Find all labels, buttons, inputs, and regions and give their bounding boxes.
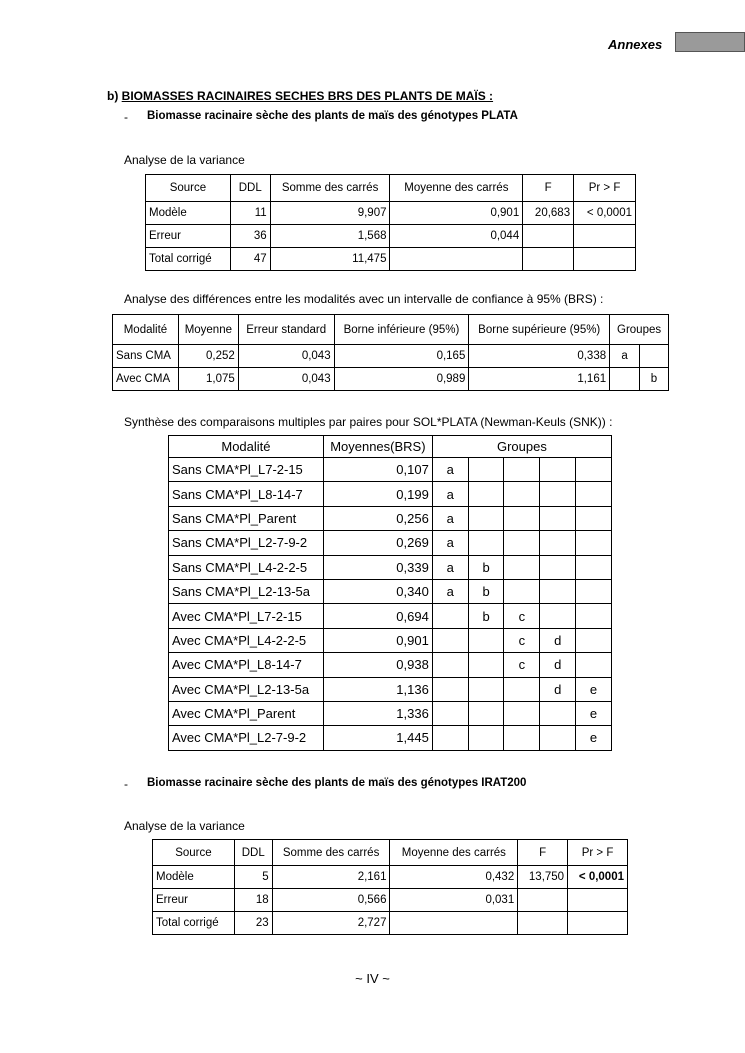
group-cell <box>432 628 468 652</box>
col-header: Groupes <box>610 315 669 345</box>
cell: Sans CMA*Pl_L8-14-7 <box>169 482 324 506</box>
snk-caption: Synthèse des comparaisons multiples par paires pour SOL*PLATA (Newman-Keuls (SNK)) : <box>124 415 613 429</box>
cell <box>390 912 518 935</box>
cell: Sans CMA*Pl_Parent <box>169 506 324 530</box>
cell: 1,075 <box>178 368 238 391</box>
group-cell <box>576 458 612 482</box>
col-header: Somme des carrés <box>270 175 390 202</box>
cell: 0,694 <box>323 604 432 628</box>
cell: Erreur <box>146 225 231 248</box>
group-cell: e <box>576 701 612 725</box>
table-row <box>146 202 636 225</box>
cell: 0,432 <box>390 866 518 889</box>
cell: 0,340 <box>323 579 432 603</box>
subsection-title-irat: Biomasse racinaire sèche des plants de maïs des génotypes IRAT200 <box>147 777 527 789</box>
cell: 0,256 <box>323 506 432 530</box>
group-cell <box>504 677 540 701</box>
table-row <box>169 506 612 530</box>
cell: 0,044 <box>390 225 523 248</box>
diff-table-plata <box>112 314 669 391</box>
group-cell <box>432 677 468 701</box>
group-cell <box>468 506 504 530</box>
page-number: ~ IV ~ <box>355 971 390 986</box>
table-row <box>169 726 612 750</box>
group-cell <box>432 726 468 750</box>
cell: 36 <box>230 225 270 248</box>
cell <box>518 912 568 935</box>
cell: 0,252 <box>178 345 238 368</box>
cell: Sans CMA*Pl_L2-7-9-2 <box>169 531 324 555</box>
group-cell: d <box>540 628 576 652</box>
group-cell: a <box>432 458 468 482</box>
group-cell <box>540 604 576 628</box>
group-cell <box>504 579 540 603</box>
table-row <box>169 628 612 652</box>
table-header-row <box>146 175 636 202</box>
col-header: Pr > F <box>574 175 636 202</box>
table-header-row <box>169 436 612 458</box>
cell: Erreur <box>153 889 235 912</box>
group-cell <box>468 677 504 701</box>
group-cell: e <box>576 726 612 750</box>
group-cell: c <box>504 628 540 652</box>
group-cell <box>576 604 612 628</box>
cell <box>518 889 568 912</box>
cell: 0,031 <box>390 889 518 912</box>
group-cell <box>504 701 540 725</box>
section-heading: BIOMASSES RACINAIRES SECHES BRS DES PLANTS DE MAÏS : <box>121 89 494 103</box>
cell: Avec CMA*Pl_Parent <box>169 701 324 725</box>
col-header: Moyenne <box>178 315 238 345</box>
cell: < 0,0001 <box>574 202 636 225</box>
cell <box>390 248 523 271</box>
table-row <box>169 604 612 628</box>
cell: Modèle <box>153 866 235 889</box>
cell: 1,136 <box>323 677 432 701</box>
group-cell <box>540 726 576 750</box>
col-header: Somme des carrés <box>272 840 390 866</box>
cell: 11,475 <box>270 248 390 271</box>
group-cell: a <box>432 482 468 506</box>
col-header: Borne supérieure (95%) <box>469 315 610 345</box>
group-cell: a <box>432 579 468 603</box>
section-title <box>107 89 493 103</box>
group-cell <box>504 555 540 579</box>
group-cell <box>468 531 504 555</box>
cell: Total corrigé <box>153 912 235 935</box>
group-cell: e <box>576 677 612 701</box>
group-cell <box>576 482 612 506</box>
group-cell <box>468 628 504 652</box>
cell <box>574 248 636 271</box>
col-header: Pr > F <box>568 840 628 866</box>
group-cell <box>504 726 540 750</box>
cell <box>574 225 636 248</box>
table-header-row <box>153 840 628 866</box>
cell: 1,161 <box>469 368 610 391</box>
group-cell <box>576 555 612 579</box>
cell: 0,901 <box>390 202 523 225</box>
group-cell: a <box>610 345 640 368</box>
group-cell: d <box>540 653 576 677</box>
cell: Avec CMA*Pl_L8-14-7 <box>169 653 324 677</box>
cell: Sans CMA*Pl_L2-13-5a <box>169 579 324 603</box>
group-cell: b <box>468 555 504 579</box>
group-cell: b <box>468 604 504 628</box>
col-header: Erreur standard <box>238 315 334 345</box>
table-row <box>153 912 628 935</box>
group-cell: a <box>432 555 468 579</box>
cell: Avec CMA <box>113 368 179 391</box>
table-row <box>169 677 612 701</box>
anova-table-plata <box>145 174 636 271</box>
cell: Total corrigé <box>146 248 231 271</box>
snk-table-plata <box>168 435 612 751</box>
group-cell: b <box>468 579 504 603</box>
table-row <box>113 368 669 391</box>
cell: 0,043 <box>238 368 334 391</box>
cell: Modèle <box>146 202 231 225</box>
bullet-dash: - <box>124 777 128 791</box>
cell: 0,107 <box>323 458 432 482</box>
group-cell <box>504 506 540 530</box>
anova-caption: Analyse de la variance <box>124 819 245 833</box>
cell: 0,938 <box>323 653 432 677</box>
group-cell <box>468 701 504 725</box>
group-cell <box>432 604 468 628</box>
col-header: Moyenne des carrés <box>390 840 518 866</box>
anova-caption: Analyse de la variance <box>124 153 245 167</box>
cell: 18 <box>234 889 272 912</box>
group-cell: b <box>640 368 669 391</box>
cell: 0,566 <box>272 889 390 912</box>
cell: Avec CMA*Pl_L2-13-5a <box>169 677 324 701</box>
group-cell <box>576 531 612 555</box>
group-cell <box>576 506 612 530</box>
table-row <box>146 225 636 248</box>
table-row <box>169 458 612 482</box>
table-row <box>153 889 628 912</box>
table-row <box>169 701 612 725</box>
group-cell <box>504 531 540 555</box>
running-header: Annexes <box>608 37 663 52</box>
cell: 2,161 <box>272 866 390 889</box>
cell: 0,901 <box>323 628 432 652</box>
cell <box>523 248 574 271</box>
group-cell <box>576 579 612 603</box>
cell: 2,727 <box>272 912 390 935</box>
cell: 0,989 <box>334 368 469 391</box>
group-cell: d <box>540 677 576 701</box>
group-cell <box>576 653 612 677</box>
group-cell <box>540 506 576 530</box>
table-row <box>169 579 612 603</box>
table-row <box>146 248 636 271</box>
table-row <box>113 345 669 368</box>
cell: 0,339 <box>323 555 432 579</box>
col-header: Groupes <box>432 436 611 458</box>
col-header: Moyennes(BRS) <box>323 436 432 458</box>
cell <box>523 225 574 248</box>
table-row <box>169 555 612 579</box>
cell: 1,336 <box>323 701 432 725</box>
group-cell <box>540 458 576 482</box>
cell: 1,445 <box>323 726 432 750</box>
group-cell <box>540 531 576 555</box>
group-cell <box>432 701 468 725</box>
table-row <box>169 653 612 677</box>
group-cell <box>432 653 468 677</box>
cell: 13,750 <box>518 866 568 889</box>
cell: 11 <box>230 202 270 225</box>
group-cell <box>540 701 576 725</box>
col-header: F <box>523 175 574 202</box>
cell: Sans CMA*Pl_L7-2-15 <box>169 458 324 482</box>
group-cell: a <box>432 531 468 555</box>
group-cell <box>468 726 504 750</box>
group-cell <box>468 653 504 677</box>
group-cell: c <box>504 653 540 677</box>
cell: 1,568 <box>270 225 390 248</box>
cell: Avec CMA*Pl_L7-2-15 <box>169 604 324 628</box>
cell: Sans CMA <box>113 345 179 368</box>
group-cell <box>504 482 540 506</box>
cell: Avec CMA*Pl_L4-2-2-5 <box>169 628 324 652</box>
cell: Avec CMA*Pl_L2-7-9-2 <box>169 726 324 750</box>
diff-caption: Analyse des différences entre les modalités avec un intervalle de confiance à 95% (BRS) : <box>124 292 604 306</box>
cell <box>568 889 628 912</box>
col-header: Source <box>153 840 235 866</box>
group-cell: c <box>504 604 540 628</box>
col-header: Source <box>146 175 231 202</box>
group-cell <box>540 482 576 506</box>
cell: 0,199 <box>323 482 432 506</box>
cell: 5 <box>234 866 272 889</box>
col-header: F <box>518 840 568 866</box>
anova-table-irat <box>152 839 628 935</box>
cell: 23 <box>234 912 272 935</box>
header-gray-box <box>675 32 745 52</box>
col-header: Modalité <box>113 315 179 345</box>
col-header: DDL <box>234 840 272 866</box>
group-cell <box>468 458 504 482</box>
cell: 20,683 <box>523 202 574 225</box>
group-cell <box>540 579 576 603</box>
cell: 9,907 <box>270 202 390 225</box>
cell: 47 <box>230 248 270 271</box>
cell <box>568 912 628 935</box>
bullet-dash: - <box>124 110 128 124</box>
section-label: b) <box>107 89 119 103</box>
table-row <box>169 531 612 555</box>
group-cell <box>504 458 540 482</box>
cell: Sans CMA*Pl_L4-2-2-5 <box>169 555 324 579</box>
table-row <box>169 482 612 506</box>
subsection-title-plata: Biomasse racinaire sèche des plants de maïs des génotypes PLATA <box>147 110 518 122</box>
cell: < 0,0001 <box>568 866 628 889</box>
group-cell <box>640 345 669 368</box>
table-row <box>153 866 628 889</box>
cell: 0,338 <box>469 345 610 368</box>
col-header: DDL <box>230 175 270 202</box>
group-cell <box>468 482 504 506</box>
cell: 0,165 <box>334 345 469 368</box>
col-header: Modalité <box>169 436 324 458</box>
group-cell <box>610 368 640 391</box>
group-cell: a <box>432 506 468 530</box>
group-cell <box>576 628 612 652</box>
col-header: Borne inférieure (95%) <box>334 315 469 345</box>
table-header-row <box>113 315 669 345</box>
cell: 0,043 <box>238 345 334 368</box>
group-cell <box>540 555 576 579</box>
cell: 0,269 <box>323 531 432 555</box>
col-header: Moyenne des carrés <box>390 175 523 202</box>
